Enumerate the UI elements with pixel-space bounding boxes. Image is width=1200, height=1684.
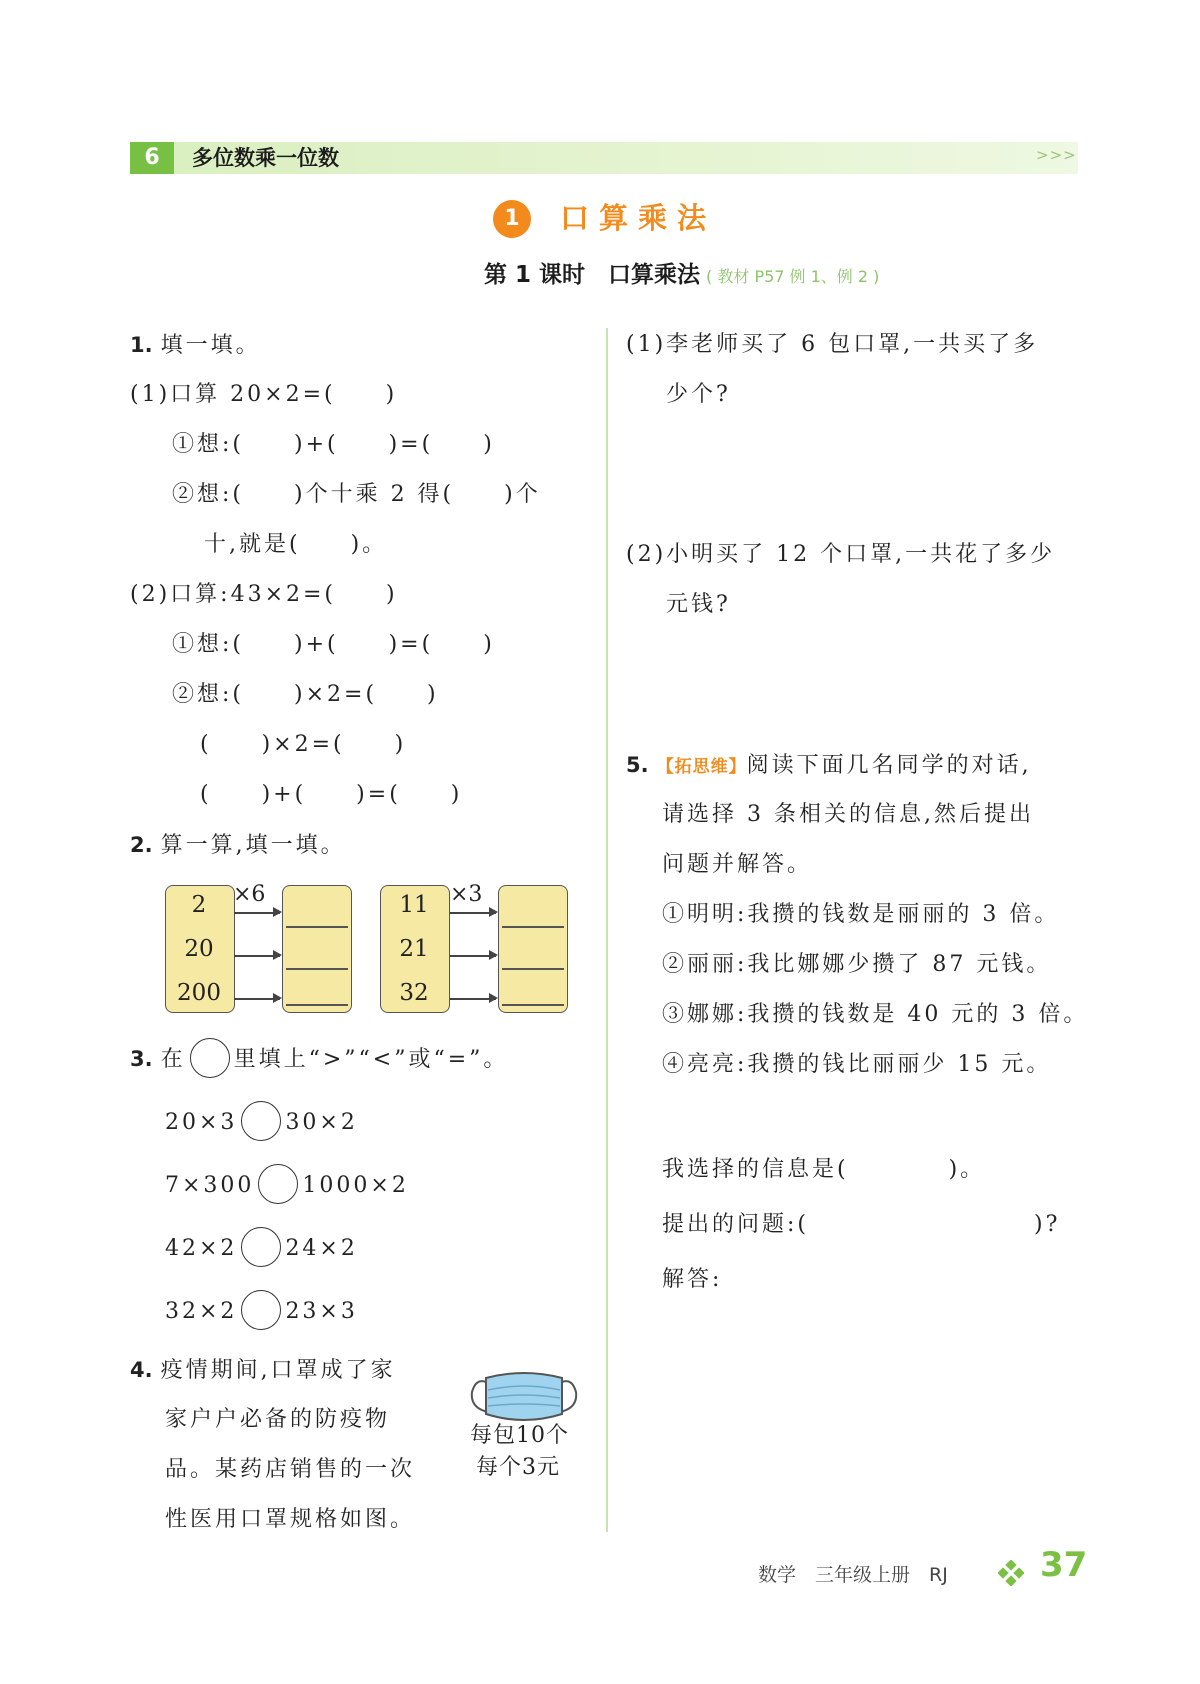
column-divider (606, 328, 608, 1532)
q2-group1-output-box (282, 885, 352, 1013)
q1-number: 1. (130, 333, 153, 357)
q3-item-3-left: 42×2 (165, 1236, 238, 1261)
q3-item-1-right: 30×2 (285, 1110, 358, 1135)
q5-question[interactable]: 提出的问题:( )? (662, 1212, 1061, 1237)
q1-part2-think-c: ( )×2=( ) (200, 732, 407, 757)
q2-group2-arrow-1 (450, 912, 496, 914)
q4-sub2-line-2: 元钱? (666, 592, 731, 617)
lesson-reference: ( 教材 P57 例 1、例 2 ) (706, 267, 880, 286)
q1-part2-think-a: ①想:( )+( )=( ) (172, 632, 495, 657)
q1-part1: (1)口算 20×2=( ) (130, 382, 398, 407)
clover-icon (998, 1560, 1024, 1586)
section-title: 口算乘法 (560, 201, 717, 235)
q3-title-pre: 在 (160, 1047, 186, 1072)
q3-item-3-compare-circle[interactable] (241, 1227, 281, 1267)
q2-group1-operator: ×6 (233, 882, 266, 907)
chapter-arrows: >>> (1036, 146, 1077, 164)
q3-number: 3. (130, 1047, 153, 1071)
q1-part2: (2)口算:43×2=( ) (130, 582, 398, 607)
q2-group1-arrow-1 (234, 912, 280, 914)
q1-part1-think-a: ①想:( )+( )=( ) (172, 432, 495, 457)
q3-item-4-compare-circle[interactable] (241, 1290, 281, 1330)
q3-item-3-right: 24×2 (285, 1236, 358, 1261)
q4-line-1 (130, 1355, 396, 1386)
q4-line-2: 家户户必备的防疫物 (165, 1407, 391, 1432)
q2-group1-answer-1[interactable] (286, 926, 348, 928)
q5-choose-info[interactable]: 我选择的信息是( )。 (662, 1157, 986, 1182)
q3-item-2-right: 1000×2 (302, 1173, 409, 1198)
q2-group1-arrow-3 (234, 998, 280, 1000)
q3-item-1 (165, 1103, 358, 1143)
q2-number: 2. (130, 833, 153, 857)
q5-text-1: 阅读下面几名同学的对话, (746, 753, 1032, 778)
q3-item-1-compare-circle[interactable] (241, 1101, 281, 1141)
footer-text: 数学 三年级上册 RJ (758, 1564, 948, 1586)
q2-group2-input-3: 32 (399, 980, 429, 1006)
mask-label (470, 1420, 569, 1484)
mask-label-pack: 每包10个 (470, 1423, 569, 1448)
q3-item-1-left: 20×3 (165, 1110, 238, 1135)
q2-group2-answer-1[interactable] (502, 926, 564, 928)
q5-info-1: ①明明:我攒的钱数是丽丽的 3 倍。 (662, 902, 1060, 927)
q1-part2-think-b: ②想:( )×2=( ) (172, 682, 439, 707)
q2-group1-answer-3[interactable] (286, 1004, 348, 1006)
lesson-title: 第 1 课时 口算乘法 (484, 262, 701, 288)
q1-title: 填一填。 (160, 333, 261, 358)
q4-text-1: 疫情期间,口罩成了家 (160, 1358, 396, 1383)
chapter-number: 6 (130, 142, 174, 174)
q4-line-3: 品。某药店销售的一次 (165, 1457, 416, 1482)
q4-sub1-line-1: (1)李老师买了 6 包口罩,一共买了多 (626, 332, 1039, 357)
q2-group1-input-2: 20 (184, 936, 214, 962)
q3-title-post: 里填上“>”“<”或“=”。 (233, 1047, 509, 1072)
q2-group2-answer-2[interactable] (502, 968, 564, 970)
q3-heading (130, 1040, 508, 1080)
q2-group1-input-3: 200 (177, 980, 221, 1006)
q3-item-2-compare-circle[interactable] (258, 1164, 298, 1204)
q5-info-4: ④亮亮:我攒的钱比丽丽少 15 元。 (662, 1052, 1052, 1077)
q2-group2-arrow-2 (450, 955, 496, 957)
q2-group1-arrow-2 (234, 955, 280, 957)
q2-group2-output-box (498, 885, 568, 1013)
q3-item-2-left: 7×300 (165, 1173, 255, 1198)
q3-title-circle (190, 1038, 230, 1078)
q3-item-4 (165, 1292, 358, 1332)
q1-part2-think-d: ( )+( )=( ) (200, 782, 463, 807)
q1-part1-think-b: ②想:( )个十乘 2 得( )个 (172, 482, 541, 507)
q2-group1-input-1: 2 (191, 892, 207, 918)
q2-group2-operator: ×3 (450, 882, 483, 907)
q4-number: 4. (130, 1358, 153, 1382)
q1-heading (130, 330, 261, 361)
q3-item-2 (165, 1166, 409, 1206)
q2-group2-input-1: 11 (399, 892, 429, 918)
q2-title: 算一算,填一填。 (160, 833, 346, 858)
q3-item-3 (165, 1229, 358, 1269)
mask-label-price: 每个3元 (476, 1455, 560, 1480)
q5-line-1 (626, 750, 1032, 782)
page-number: 37 (1040, 1545, 1088, 1585)
q5-tag: 【拓思维】 (656, 757, 747, 777)
section-number: 1 (493, 200, 531, 238)
q5-info-2: ②丽丽:我比娜娜少攒了 87 元钱。 (662, 952, 1052, 977)
q1-part1-think-b2: 十,就是( )。 (204, 532, 388, 557)
q4-sub2-line-1: (2)小明买了 12 个口罩,一共花了多少 (626, 542, 1056, 567)
q2-group1-answer-2[interactable] (286, 968, 348, 970)
q2-heading (130, 830, 346, 861)
q2-group2-input-2: 21 (399, 936, 429, 962)
face-mask-icon (466, 1368, 582, 1428)
chapter-title: 多位数乘一位数 (192, 146, 339, 170)
q4-sub1-line-2: 少个? (666, 382, 731, 407)
q4-line-4: 性医用口罩规格如图。 (165, 1507, 416, 1532)
q3-item-4-right: 23×3 (285, 1299, 358, 1324)
q5-line-2: 请选择 3 条相关的信息,然后提出 (662, 802, 1034, 827)
lesson-line (484, 256, 879, 289)
q5-info-3: ③娜娜:我攒的钱数是 40 元的 3 倍。 (662, 1002, 1089, 1027)
q5-line-3: 问题并解答。 (662, 852, 813, 877)
q5-answer: 解答: (662, 1267, 723, 1292)
q2-group2-answer-3[interactable] (502, 1004, 564, 1006)
q3-item-4-left: 32×2 (165, 1299, 238, 1324)
q2-group2-arrow-3 (450, 998, 496, 1000)
q5-number: 5. (626, 753, 649, 777)
